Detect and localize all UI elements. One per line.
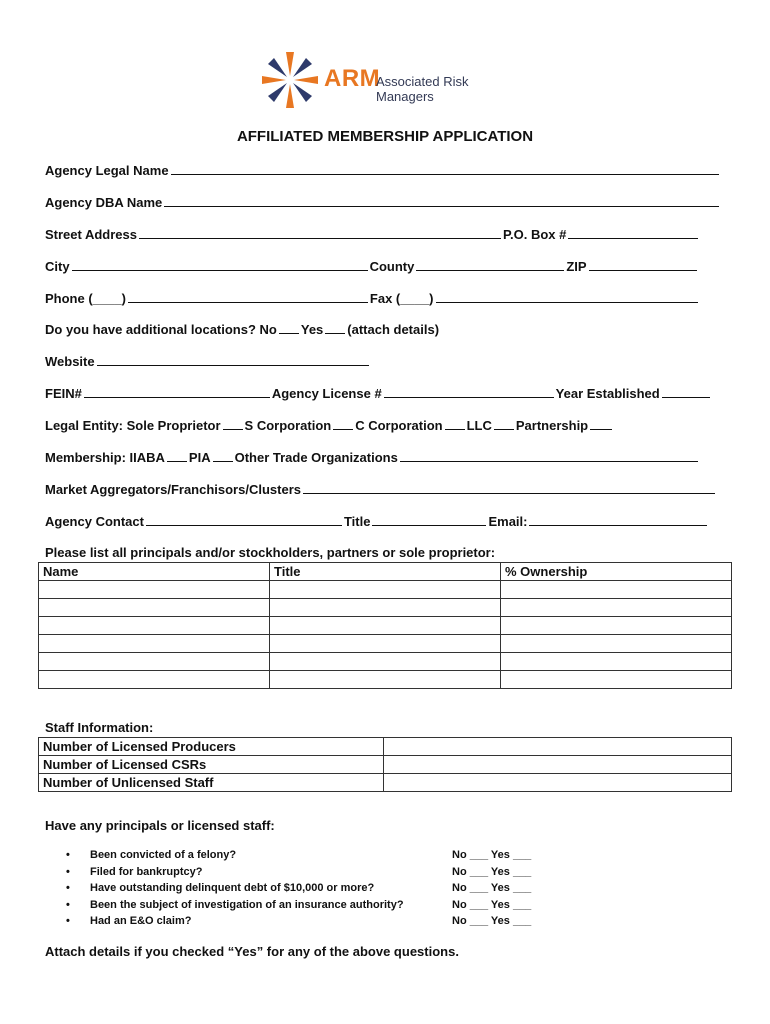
- email-field[interactable]: [529, 513, 707, 526]
- title-cell[interactable]: [270, 635, 501, 653]
- page-title: AFFILIATED MEMBERSHIP APPLICATION: [236, 128, 534, 145]
- principals-heading: Please list all principals and/or stockholders, partners or sole proprietor:: [45, 545, 496, 560]
- agency-license-label: Agency License #: [271, 386, 382, 401]
- answer-field[interactable]: No ___ Yes ___: [452, 849, 532, 861]
- answer-field[interactable]: No ___ Yes ___: [452, 882, 532, 895]
- question-text: Been the subject of investigation of an insurance authority?: [90, 898, 404, 911]
- fein-field[interactable]: [84, 385, 270, 398]
- market-aggregators-label: Market Aggregators/Franchisors/Clusters: [45, 482, 301, 497]
- legal-name-field[interactable]: [171, 162, 719, 175]
- phone-field[interactable]: [128, 290, 368, 303]
- legal-name-label: Agency Legal Name: [45, 163, 169, 178]
- phone-label: Phone (____): [45, 291, 126, 306]
- locations-attach-label: (attach details): [347, 322, 440, 337]
- partnership-field[interactable]: [590, 417, 612, 430]
- title-cell[interactable]: [270, 653, 501, 671]
- website-field[interactable]: [97, 353, 369, 366]
- table-row: [39, 671, 732, 689]
- answer-field[interactable]: No ___ Yes ___: [452, 865, 532, 878]
- agency-contact-label: Agency Contact: [45, 514, 144, 529]
- star-logo-icon: [258, 48, 322, 112]
- questions-list: [62, 849, 542, 932]
- title-cell[interactable]: [270, 581, 501, 599]
- market-aggregators-row: [45, 481, 717, 497]
- dba-name-field[interactable]: [164, 194, 719, 207]
- dba-name-label: Agency DBA Name: [45, 195, 163, 210]
- licensed-csrs-cell[interactable]: [384, 756, 732, 774]
- name-cell[interactable]: [39, 653, 270, 671]
- question-text: Have outstanding delinquent debt of $10,000 or more?: [90, 882, 375, 895]
- dba-name-row: [45, 194, 721, 210]
- agency-contact-field[interactable]: [146, 513, 342, 526]
- website-row: [45, 353, 371, 369]
- fein-label: FEIN#: [45, 386, 82, 401]
- agency-license-field[interactable]: [384, 385, 554, 398]
- contact-title-label: Title: [343, 514, 371, 529]
- table-row: [39, 653, 732, 671]
- answer-field[interactable]: No ___ Yes ___: [452, 915, 532, 928]
- staff-table: [38, 737, 732, 792]
- sole-proprietor-field[interactable]: [223, 417, 243, 430]
- question-text: Filed for bankruptcy?: [90, 865, 203, 878]
- unlicensed-staff-cell[interactable]: [384, 774, 732, 792]
- county-field[interactable]: [416, 258, 564, 271]
- table-header-row: [39, 563, 732, 581]
- street-label: Street Address: [45, 227, 137, 242]
- contact-title-field[interactable]: [372, 513, 486, 526]
- column-header-name: Name: [39, 563, 270, 581]
- ownership-cell[interactable]: [501, 671, 732, 689]
- questions-heading: Have any principals or licensed staff:: [45, 818, 275, 833]
- bullet: •: [66, 849, 70, 861]
- fax-label: Fax (____): [369, 291, 434, 306]
- licensed-producers-cell[interactable]: [384, 738, 732, 756]
- staff-label-cell: Number of Unlicensed Staff: [39, 774, 384, 792]
- name-cell[interactable]: [39, 617, 270, 635]
- po-box-label: P.O. Box #: [503, 227, 567, 242]
- ownership-cell[interactable]: [501, 635, 732, 653]
- c-corp-field[interactable]: [445, 417, 465, 430]
- ownership-cell[interactable]: [501, 617, 732, 635]
- ownership-cell[interactable]: [501, 599, 732, 617]
- table-row: [39, 738, 732, 756]
- bullet: •: [66, 915, 70, 928]
- fein-row: [45, 385, 712, 401]
- column-header-ownership: % Ownership: [501, 563, 732, 581]
- market-aggregators-field[interactable]: [303, 481, 715, 494]
- locations-row: [45, 321, 439, 337]
- title-cell[interactable]: [270, 671, 501, 689]
- principals-table: [38, 562, 732, 689]
- locations-no-field[interactable]: [279, 321, 299, 334]
- name-cell[interactable]: [39, 671, 270, 689]
- list-item: [62, 915, 542, 932]
- s-corp-label: S Corporation: [244, 418, 332, 433]
- llc-label: LLC: [466, 418, 492, 433]
- table-row: [39, 756, 732, 774]
- city-label: City: [45, 259, 70, 274]
- locations-question: Do you have additional locations? No: [45, 322, 277, 337]
- ownership-cell[interactable]: [501, 581, 732, 599]
- ownership-cell[interactable]: [501, 653, 732, 671]
- legal-entity-row: [45, 417, 614, 433]
- logo-short: ARM: [324, 65, 381, 92]
- legal-entity-label: Legal Entity: Sole Proprietor: [45, 418, 221, 433]
- column-header-title: Title: [270, 563, 501, 581]
- arm-logo: [258, 48, 528, 112]
- agency-contact-row: [45, 513, 709, 529]
- other-trade-label: Other Trade Organizations: [234, 450, 398, 465]
- county-label: County: [369, 259, 415, 274]
- po-box-field[interactable]: [568, 226, 698, 239]
- bullet: •: [66, 865, 70, 878]
- staff-label-cell: Number of Licensed Producers: [39, 738, 384, 756]
- title-cell[interactable]: [270, 617, 501, 635]
- question-text: Had an E&O claim?: [90, 915, 192, 928]
- name-cell[interactable]: [39, 581, 270, 599]
- website-label: Website: [45, 354, 95, 369]
- bullet: •: [66, 882, 70, 895]
- phone-row: [45, 290, 700, 306]
- bullet: •: [66, 898, 70, 911]
- table-row: [39, 635, 732, 653]
- list-item: [62, 849, 542, 866]
- answer-field[interactable]: No ___ Yes ___: [452, 898, 532, 911]
- llc-field[interactable]: [494, 417, 514, 430]
- table-row: [39, 617, 732, 635]
- list-item: [62, 882, 542, 899]
- locations-yes-label: Yes: [300, 322, 324, 337]
- street-field[interactable]: [139, 226, 501, 239]
- c-corp-label: C Corporation: [355, 418, 443, 433]
- city-field[interactable]: [72, 258, 368, 271]
- other-trade-field[interactable]: [400, 449, 698, 462]
- membership-row: [45, 449, 700, 465]
- s-corp-field[interactable]: [333, 417, 353, 430]
- list-item: [62, 899, 542, 916]
- pia-label: PIA: [188, 450, 211, 465]
- email-label: Email:: [488, 514, 528, 529]
- locations-yes-field[interactable]: [325, 321, 345, 334]
- logo-full-name: Associated Risk Managers: [376, 74, 469, 104]
- name-cell[interactable]: [39, 599, 270, 617]
- zip-field[interactable]: [589, 258, 697, 271]
- fax-field[interactable]: [436, 290, 698, 303]
- name-cell[interactable]: [39, 635, 270, 653]
- table-row: [39, 599, 732, 617]
- legal-name-row: [45, 162, 721, 178]
- street-row: [45, 226, 700, 242]
- staff-label-cell: Number of Licensed CSRs: [39, 756, 384, 774]
- iiaba-field[interactable]: [167, 449, 187, 462]
- membership-label: Membership: IIABA: [45, 450, 165, 465]
- year-established-field[interactable]: [662, 385, 710, 398]
- pia-field[interactable]: [213, 449, 233, 462]
- footer-note: Attach details if you checked “Yes” for any of the above questions.: [45, 944, 459, 959]
- partnership-label: Partnership: [515, 418, 589, 433]
- year-established-label: Year Established: [555, 386, 660, 401]
- table-row: [39, 774, 732, 792]
- title-cell[interactable]: [270, 599, 501, 617]
- staff-heading: Staff Information:: [45, 720, 154, 735]
- list-item: [62, 866, 542, 883]
- question-text: Been convicted of a felony?: [90, 849, 237, 861]
- table-row: [39, 581, 732, 599]
- city-row: [45, 258, 699, 274]
- zip-label: ZIP: [566, 259, 587, 274]
